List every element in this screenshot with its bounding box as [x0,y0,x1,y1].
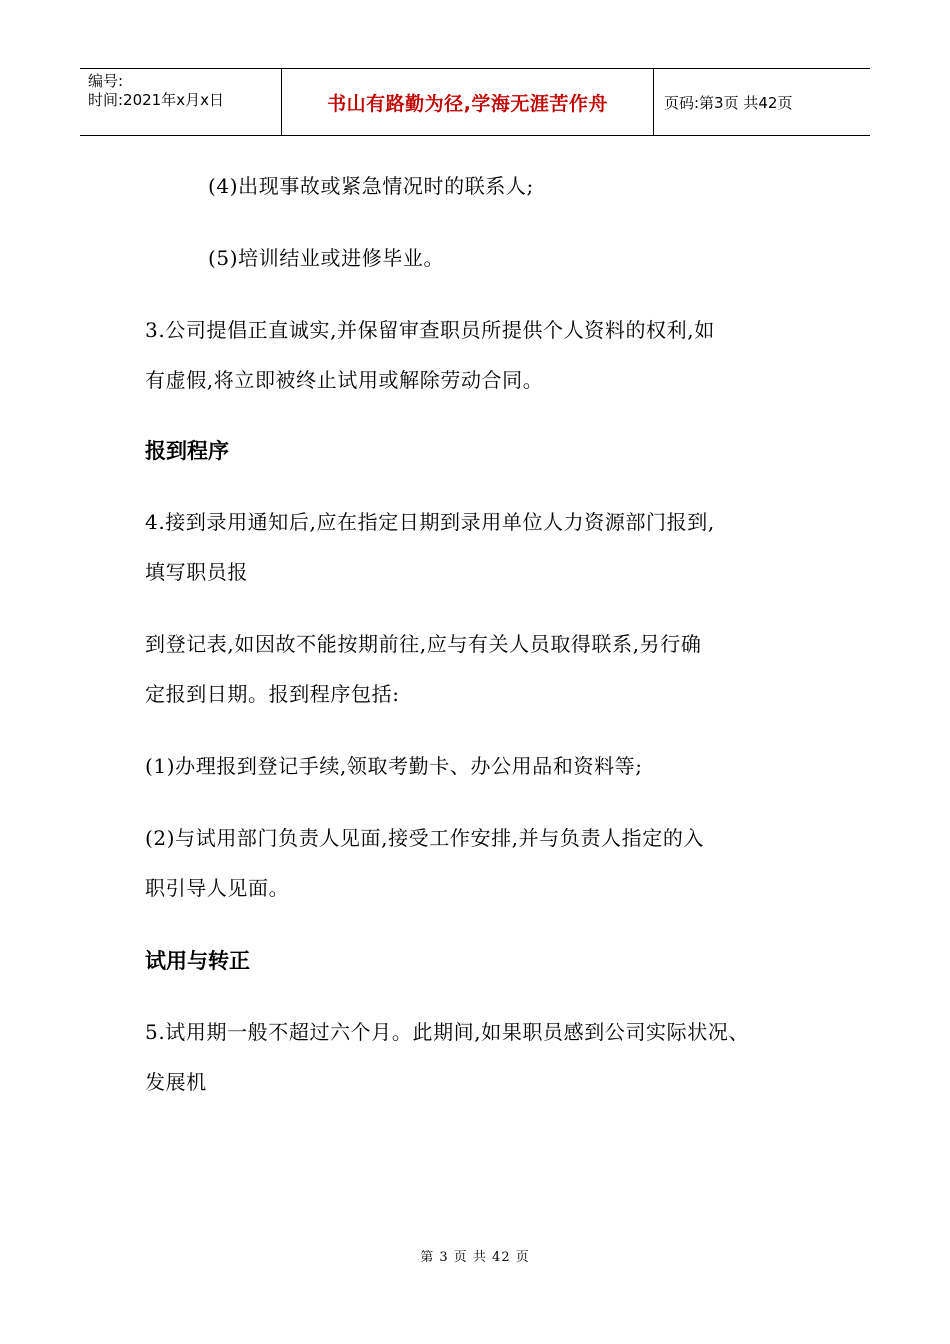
list-item-5: (5)培训结业或进修毕业。 [208,246,445,270]
section-heading-report: 报到程序 [145,439,229,463]
paragraph-4-line-2: 填写职员报 [145,560,248,584]
paragraph-4-line-1: 4.接到录用通知后,应在指定日期到录用单位人力资源部门报到, [145,510,715,534]
paragraph-5-line-1: 5.试用期一般不超过六个月。此期间,如果职员感到公司实际状况、 [145,1020,750,1044]
page-footer: 第 3 页 共 42 页 [420,1250,530,1265]
header-page-info: 页码:第3页 共42页 [664,93,793,112]
header-meta-cell [80,69,282,135]
paragraph-5-line-2: 发展机 [145,1070,207,1094]
section-heading-probation: 试用与转正 [145,949,250,973]
report-item-1: (1)办理报到登记手续,领取考勤卡、办公用品和资料等; [145,754,643,778]
header-motto: 书山有路勤为径,学海无涯苦作舟 [282,69,654,135]
report-item-2-line-1: (2)与试用部门负责人见面,接受工作安排,并与负责人指定的入 [145,826,705,850]
paragraph-3-line-1: 3.公司提倡正直诚实,并保留审查职员所提供个人资料的权利,如 [145,318,715,342]
document-number-label: 编号: [88,72,124,90]
report-item-2-line-2: 职引导人见面。 [145,876,290,900]
paragraph-3-line-2: 有虚假,将立即被终止试用或解除劳动合同。 [145,368,544,392]
page-header [80,68,870,136]
list-item-4: (4)出现事故或紧急情况时的联系人; [208,174,534,198]
document-date-label: 时间:2021年x月x日 [88,91,224,109]
paragraph-4-line-3: 到登记表,如因故不能按期前往,应与有关人员取得联系,另行确 [145,632,702,656]
paragraph-4-line-4: 定报到日期。报到程序包括: [145,682,400,706]
